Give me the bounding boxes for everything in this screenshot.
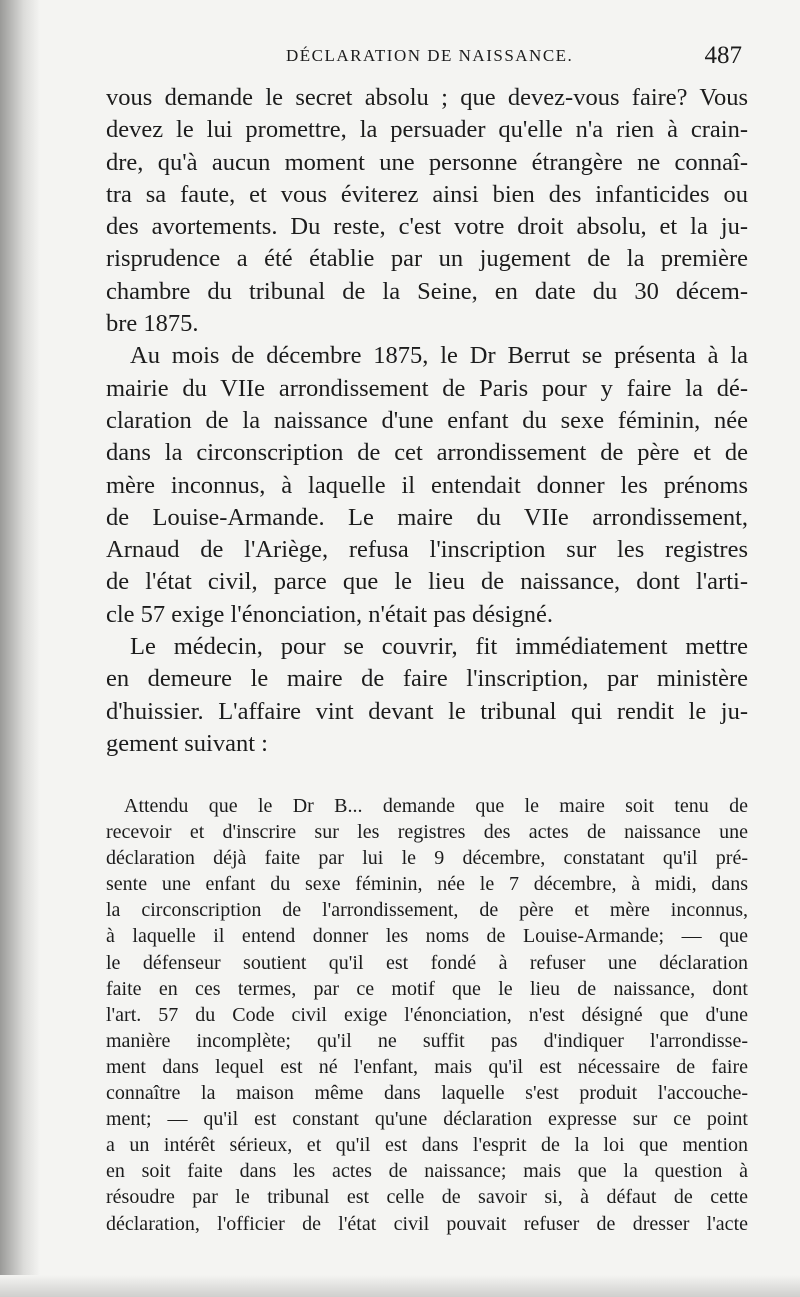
text-line: tra sa faute, et vous éviterez ainsi bien des infanticides ou — [106, 180, 748, 208]
quote-line: a un intérêt sérieux, et qu'il est dans l'esprit de la loi que mention — [106, 1134, 748, 1157]
running-title: DÉCLARATION DE NAISSANCE. — [286, 46, 574, 65]
text-line: claration de la naissance d'une enfant du sexe féminin, née — [106, 406, 748, 434]
bottom-edge-shadow — [0, 1275, 800, 1297]
quote-line: à laquelle il entend donner les noms de Louise-Armande; — que — [106, 925, 748, 948]
quote-line: Attendu que le Dr B... demande que le maire soit tenu de — [124, 795, 748, 817]
quote-line: la circonscription de l'arrondissement, de père et mère inconnus, — [106, 899, 748, 922]
quote-line: ment; — qu'il est constant qu'une déclaration expresse sur ce point — [106, 1108, 748, 1131]
text-line: gement suivant : — [106, 729, 268, 757]
text-line: cle 57 exige l'énonciation, n'était pas désigné. — [106, 600, 553, 628]
quote-line: résoudre par le tribunal est celle de savoir si, à défaut de cette — [106, 1186, 748, 1209]
quote-line: le défenseur soutient qu'il est fondé à refuser une déclaration — [106, 951, 748, 974]
text-line: d'huissier. L'affaire vint devant le tribunal qui rendit le ju- — [106, 697, 748, 725]
main-text — [106, 82, 748, 760]
text-line: mairie du VIIe arrondissement de Paris pour y faire la dé- — [106, 374, 748, 402]
text-line: des avortements. Du reste, c'est votre droit absolu, et la ju- — [106, 213, 748, 241]
text-line: vous demande le secret absolu ; que devez-vous faire? Vous — [106, 84, 748, 111]
page-header — [106, 40, 742, 76]
page-number: 487 — [704, 42, 742, 69]
quote-line: en soit faite dans les actes de naissance; mais que la question à — [106, 1160, 748, 1183]
quote-line: connaître la maison même dans laquelle s'est produit l'accouche- — [106, 1082, 748, 1105]
text-line: Arnaud de l'Ariège, refusa l'inscription sur les registres — [106, 536, 748, 564]
quote-line: sente une enfant du sexe féminin, née le 7 décembre, à midi, dans — [106, 873, 748, 896]
text-line: Le médecin, pour se couvrir, fit immédiatement mettre — [130, 633, 748, 661]
text-line: de Louise-Armande. Le maire du VIIe arrondissement, — [106, 503, 748, 531]
quote-line: déclaration, l'officier de l'état civil pouvait refuser de dresser l'acte — [106, 1212, 748, 1235]
text-line: mère inconnus, à laquelle il entendait donner les prénoms — [106, 471, 748, 499]
text-line: bre 1875. — [106, 310, 199, 338]
quote-line: manière incomplète; qu'il ne suffit pas d'indiquer l'arrondisse- — [106, 1029, 748, 1052]
text-line: devez le lui promettre, la persuader qu'elle n'a rien à crain- — [106, 116, 748, 144]
quote-line: ment dans lequel est né l'enfant, mais qu'il est nécessaire de faire — [106, 1055, 748, 1078]
quote-line: recevoir et d'inscrire sur les registres des actes de naissance une — [106, 821, 748, 844]
text-line: dre, qu'à aucun moment une personne étrangère ne connaî- — [106, 148, 748, 176]
text-line: en demeure le maire de faire l'inscription, par ministère — [106, 665, 748, 693]
text-line: chambre du tribunal de la Seine, en date du 30 décem- — [106, 277, 748, 305]
binding-shadow — [0, 0, 40, 1297]
text-line: risprudence a été établie par un jugement de la première — [106, 245, 748, 273]
text-line: de l'état civil, parce que le lieu de naissance, dont l'arti- — [106, 568, 748, 596]
quote-line: déclaration déjà faite par lui le 9 décembre, constatant qu'il pré- — [106, 847, 748, 870]
judgment-quote — [106, 793, 748, 1237]
text-line: Au mois de décembre 1875, le Dr Berrut se présenta à la — [130, 342, 748, 370]
quote-line: faite en ces termes, par ce motif que le lieu de naissance, dont — [106, 977, 748, 1000]
quote-line: l'art. 57 du Code civil exige l'énonciation, n'est désigné que d'une — [106, 1003, 748, 1026]
text-line: dans la circonscription de cet arrondissement de père et de — [106, 439, 748, 467]
